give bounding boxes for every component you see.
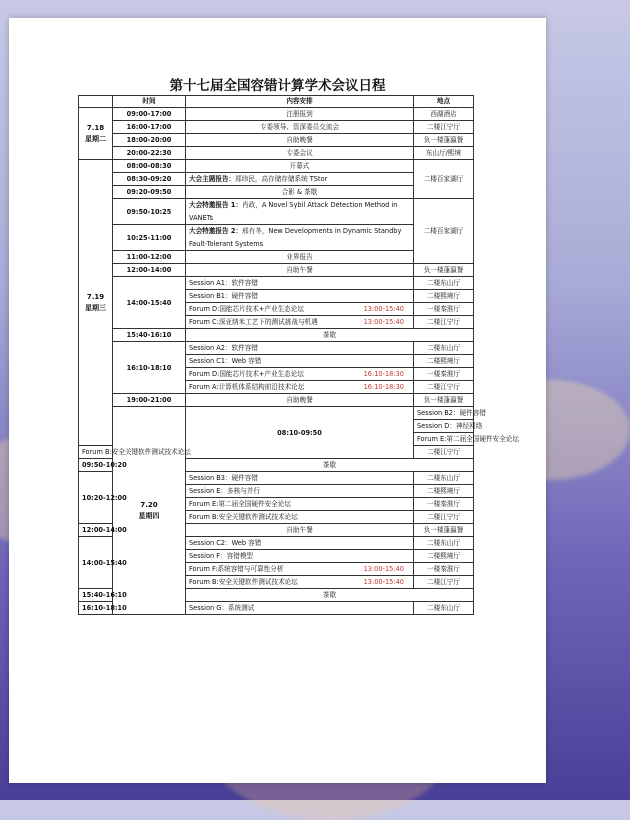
location-cell: 二楼江宁厅 [414, 316, 474, 329]
table-row [79, 264, 474, 277]
session-cell: Forum E:第二届全国硬件安全论坛 [186, 498, 414, 511]
table-row [79, 134, 474, 147]
content-cell: 合影 & 茶歇 [186, 186, 414, 199]
session-cell: Forum A:计算机体系结构前沿技术论坛 16:10-18:30 [186, 381, 414, 394]
location-cell: 一楼秦淮厅 [414, 303, 474, 316]
content-cell: 大会特邀报告 1：肖政，A Novel Sybil Attack Detection Method in VANETs [186, 199, 414, 225]
location-cell: 二楼江宁厅 [414, 511, 474, 524]
location-cell: 一楼秦淮厅 [414, 368, 474, 381]
schedule-table [78, 95, 519, 615]
location-cell: 负一楼蓬瀛餐 [414, 264, 474, 277]
session-cell: Forum B:安全关键软件测试技术论坛 [79, 446, 113, 459]
content-cell: 自助午餐 [186, 264, 414, 277]
location-cell: 二楼东山厅 [414, 602, 474, 615]
location-cell: 负一楼蓬瀛餐 [414, 394, 474, 407]
session-cell: Forum C:深亚纳米工艺下的测试挑战与机遇 13:00-15:40 [186, 316, 414, 329]
location-cell: 二楼东山厅 [414, 537, 474, 550]
time-cell: 08:00-08:30 [113, 160, 186, 173]
content-cell: 大会特邀报告 2：邢有冬，New Developments in Dynamic Standby Fault-Tolerant Systems [186, 225, 414, 251]
location-cell: 二楼东山厅 [414, 472, 474, 485]
header-time: 时间 [113, 96, 186, 108]
location-cell: 二楼熙境厅 [414, 290, 474, 303]
session-cell: Forum B:安全关键软件测试技术论坛 13:00-15:40 [186, 576, 414, 589]
session-cell: Forum B:安全关键软件测试技术论坛 [186, 511, 414, 524]
table-header [79, 96, 474, 108]
location-cell: 二楼江宁厅 [414, 446, 474, 459]
time-cell: 12:00-14:00 [113, 264, 186, 277]
session-cell: Session A1：软件容错 [186, 277, 414, 290]
session-cell: Session A2：软件容错 [186, 342, 414, 355]
content-cell: 自助晚餐 [186, 394, 414, 407]
content-cell: 专委领导、资深委员交流会 [186, 121, 414, 134]
table-row [79, 277, 474, 290]
location-cell: 西湖酒店 [414, 108, 474, 121]
day-cell: 7.19 星期三 [79, 160, 113, 446]
table-row [79, 329, 474, 342]
location-cell: 一楼秦淮厅 [414, 498, 474, 511]
time-cell: 09:00-17:00 [113, 108, 186, 121]
session-cell: Session C1：Web 容错 [186, 355, 414, 368]
header-location: 地点 [414, 96, 474, 108]
session-cell: Session D：神经网络 [414, 420, 474, 433]
location-cell: 二楼江宁厅 [414, 576, 474, 589]
session-cell: Forum E:第二届全国硬件安全论坛 [414, 433, 474, 446]
content-cell: 茶歇 [186, 329, 474, 342]
time-cell: 15:40-16:10 [113, 329, 186, 342]
time-cell: 16:10-18:10 [113, 342, 186, 394]
table-row [79, 121, 474, 134]
table-row [79, 199, 474, 225]
session-cell: Forum D:国能芯片技术+产业生态论坛 16:10-18:30 [186, 368, 414, 381]
content-cell: 自助晚餐 [186, 134, 414, 147]
time-cell: 10:25-11:00 [113, 225, 186, 251]
time-cell: 14:00-15:40 [79, 537, 113, 589]
content-cell: 专委会议 [186, 147, 414, 160]
session-cell: Session E：多核与并行 [186, 485, 414, 498]
session-cell: Session B3：硬件容错 [186, 472, 414, 485]
time-cell: 16:00-17:00 [113, 121, 186, 134]
location-cell: 二楼百家湖厅 [414, 160, 474, 199]
time-cell: 15:40-16:10 [79, 589, 113, 602]
content-cell: 茶歇 [186, 589, 474, 602]
location-cell: 负一楼蓬瀛餐 [414, 524, 474, 537]
time-cell: 09:50-10:25 [113, 199, 186, 225]
session-cell: Forum D:国能芯片技术+产业生态论坛 13:00-15:40 [186, 303, 414, 316]
location-cell: 二楼熙境厅 [414, 355, 474, 368]
time-cell: 11:00-12:00 [113, 251, 186, 264]
time-cell: 10:20-12:00 [79, 472, 113, 524]
location-cell: 二楼熙境厅 [414, 550, 474, 563]
location-cell: 二楼熙境厅 [414, 485, 474, 498]
header-blank [79, 96, 113, 108]
header-content: 内容安排 [186, 96, 414, 108]
time-cell: 16:10-18:10 [79, 602, 113, 615]
location-cell: 二楼东山厅 [414, 342, 474, 355]
location-cell: 东山厅/熙境 [414, 147, 474, 160]
time-cell: 20:00-22:30 [113, 147, 186, 160]
location-cell: 二楼百家湖厅 [414, 199, 474, 264]
day-cell: 7.20 星期四 [113, 407, 186, 615]
location-cell: 二楼江宁厅 [414, 121, 474, 134]
time-cell: 08:30-09:20 [113, 173, 186, 186]
session-cell: Session F：容错模型 [186, 550, 414, 563]
content-cell: 自助午餐 [186, 524, 414, 537]
table-row [79, 394, 474, 407]
table-row [79, 342, 474, 355]
time-cell: 12:00-14:00 [79, 524, 113, 537]
location-cell: 二楼江宁厅 [414, 381, 474, 394]
table-row [79, 108, 474, 121]
content-cell: 大会主题报告：郑纬民，高存储存储系统 TStor [186, 173, 414, 186]
day-cell: 7.18 星期二 [79, 108, 113, 160]
time-cell: 09:20-09:50 [113, 186, 186, 199]
content-cell: 开幕式 [186, 160, 414, 173]
time-cell: 08:10-09:50 [186, 407, 414, 459]
time-cell: 18:00-20:00 [113, 134, 186, 147]
session-cell: Session B2：硬件容错 [414, 407, 474, 420]
content-cell: 业界报告 [186, 251, 414, 264]
location-cell: 二楼东山厅 [414, 277, 474, 290]
location-cell: 一楼秦淮厅 [414, 563, 474, 576]
session-cell: Session B1：硬件容错 [186, 290, 414, 303]
table-row [79, 160, 474, 173]
session-cell: Forum F:系统容错与可靠性分析 13:00-15:40 [186, 563, 414, 576]
content-cell: 注册报到 [186, 108, 414, 121]
page-title: 第十七届全国容错计算学术会议日程 [169, 78, 386, 94]
table-row [79, 147, 474, 160]
time-cell: 19:00-21:00 [113, 394, 186, 407]
location-cell: 负一楼蓬瀛餐 [414, 134, 474, 147]
session-cell: Session G：系统测试 [186, 602, 414, 615]
time-cell: 14:00-15:40 [113, 277, 186, 329]
content-cell: 茶歇 [186, 459, 474, 472]
table-row [79, 407, 474, 420]
time-cell: 09:50-10:20 [79, 459, 113, 472]
session-cell: Session C2：Web 容错 [186, 537, 414, 550]
